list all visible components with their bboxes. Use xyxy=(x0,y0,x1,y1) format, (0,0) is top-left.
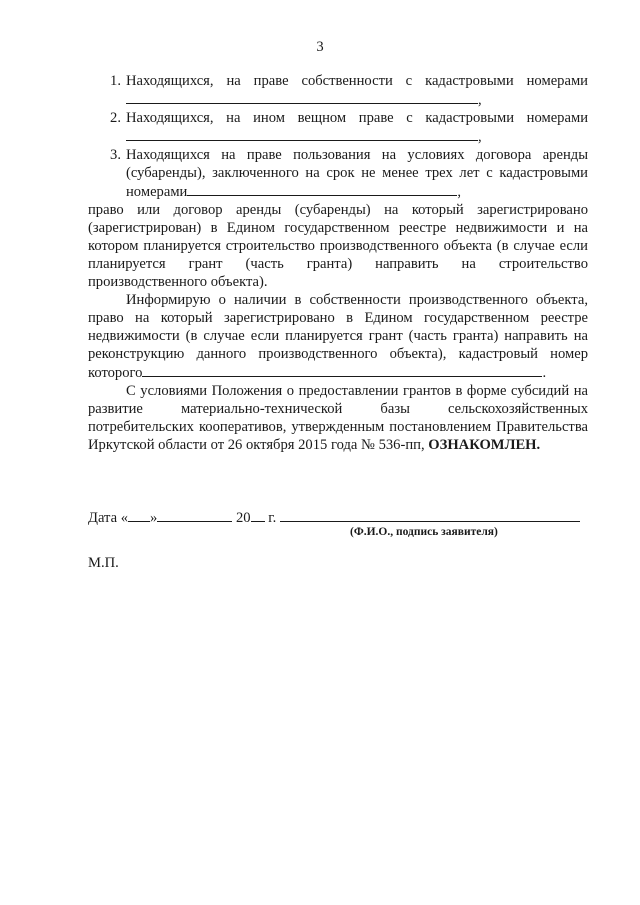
stamp-label: М.П. xyxy=(88,555,119,571)
signature-caption: (Ф.И.О., подпись заявителя) xyxy=(350,526,498,538)
land-plot-list xyxy=(88,72,588,201)
list-item: 1. Находящихся, на праве собственности с кадастровыми номерами, xyxy=(88,72,588,109)
page-number: 3 xyxy=(316,39,324,55)
inform-paragraph: Информирую о наличии в собственности производственного объекта, право на который зарегистрировано в Едином государственном реестре недвижимости (в случае если планируется грант (часть гранта) направить на реконструкцию данного производственного объекта), кадастровый номер которого . xyxy=(88,292,588,381)
acknowledged-text: ОЗНАКОМЛЕН. xyxy=(428,437,541,453)
cadastral-number-field[interactable] xyxy=(187,182,457,196)
signature-field[interactable] xyxy=(280,508,580,522)
list-item: 2. Находящихся, на ином вещном праве с кадастровыми номерами, xyxy=(88,109,588,146)
cadastral-number-field[interactable] xyxy=(126,127,478,141)
list-item: 3. Находящихся на праве пользования на условиях договора аренды (субаренды), заключенного на срок не менее трех лет с кадастровыми номерами , xyxy=(88,146,588,201)
conditions-paragraph xyxy=(88,382,588,454)
document-body xyxy=(88,72,588,454)
date-signature-row: Дата « » 20 г. xyxy=(88,508,588,527)
year-field[interactable] xyxy=(251,508,265,522)
inform-text: Информирую о наличии в собственности производственного объекта, право на который зарегистрировано в Едином государственном реестре недвижимости (в случае если планируется грант (часть гранта) направить на реконструкцию данного производственного объекта), кадастровый номер которого xyxy=(88,292,588,381)
list-item-number: 3. xyxy=(110,147,121,163)
conditions-text: С условиями Положения о предоставлении грантов в форме субсидий на развитие материально-технической базы сельскохозяйственных потребительских кооперативов, утвержденным постановлением Правительства Иркутской области от 26 октября 2015 года № 536-пп, xyxy=(88,383,588,453)
cadastral-number-field[interactable] xyxy=(142,363,542,377)
year-prefix: 20 xyxy=(236,510,251,526)
date-label: Дата « xyxy=(88,510,129,526)
day-field[interactable] xyxy=(128,508,150,522)
list-item-text: Находящихся, на ином вещном праве с кадастровыми номерами xyxy=(126,110,588,126)
cadastral-number-field[interactable] xyxy=(126,90,478,104)
month-field[interactable] xyxy=(157,508,232,522)
list-item-number: 1. xyxy=(110,73,121,89)
list-item-text: Находящихся на праве пользования на условиях договора аренды (субаренды), заключенного на срок не менее трех лет с кадастровыми номерами xyxy=(126,147,588,200)
list-item-number: 2. xyxy=(110,110,121,126)
rights-paragraph: право или договор аренды (субаренды) на который зарегистрировано (зарегистрирован) в Едином государственном реестре недвижимости и на котором планируется строительство производственного объекта (в случае если планируется грант (часть гранта) направить на строительство производственного объекта). xyxy=(88,202,588,290)
list-item-text: Находящихся, на праве собственности с кадастровыми номерами xyxy=(126,73,588,89)
year-suffix: г. xyxy=(268,510,277,526)
